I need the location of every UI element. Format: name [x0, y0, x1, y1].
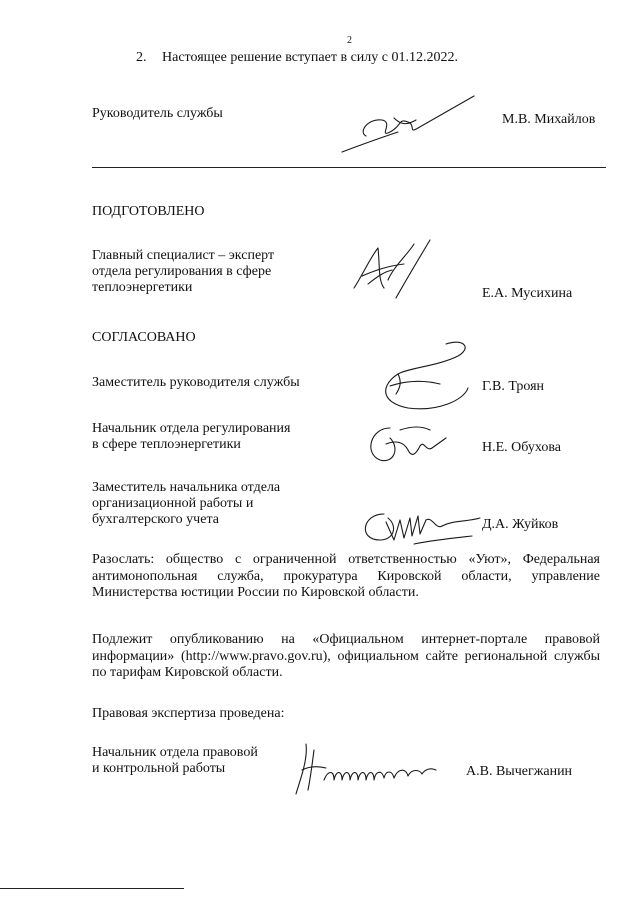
agreed-position-1: Заместитель руководителя службы [92, 375, 300, 390]
item-text: Настоящее решение вступает в силу с 01.12.2022. [162, 50, 458, 65]
prepared-name: Е.А. Мусихина [482, 286, 573, 301]
agreed-position-3: Заместитель начальника отдела организационной работы и бухгалтерского учета [92, 480, 281, 527]
legal-review-name: А.В. Вычегжанин [466, 764, 573, 779]
head-signature [338, 92, 478, 156]
prepared-signature [348, 236, 438, 304]
head-position: Руководитель службы [92, 106, 223, 121]
distribution-text: Разослать: общество с ограниченной ответственностью «Уют», Федеральная антимонопольная служба, прокуратура Кировской области, управление Министерства юстиции России по Кировской области. [92, 552, 600, 600]
legal-review-position: Начальник отдела правовой и контрольной работы [92, 745, 258, 776]
item-number: 2. [136, 50, 147, 65]
head-name: М.В. Михайлов [502, 112, 596, 127]
agreed-name-1: Г.В. Троян [482, 379, 545, 394]
legal-review-statement: Правовая экспертиза проведена: [92, 706, 285, 721]
prepared-position: Главный специалист – эксперт отдела регулирования в сфере теплоэнергетики [92, 248, 275, 295]
agreed-name-2: Н.Е. Обухова [482, 440, 561, 455]
publication-text: Подлежит опубликованию на «Официальном интернет-портале правовой информации» (http://www.pravo.gov.ru), официальном сайте региональной службы по тарифам Кировской области. [92, 632, 600, 680]
legal-review-signature [290, 740, 462, 796]
page-number: 2 [347, 35, 352, 46]
footnote-rule [0, 888, 184, 889]
agreed-position-2: Начальник отдела регулирования в сфере теплоэнергетики [92, 421, 291, 452]
agreed-signature-3 [354, 500, 484, 550]
prepared-heading: ПОДГОТОВЛЕНО [92, 204, 205, 219]
agreed-heading: СОГЛАСОВАНО [92, 330, 196, 345]
agreed-signature-1 [368, 338, 478, 416]
divider-line [92, 167, 606, 168]
agreed-name-3: Д.А. Жуйков [482, 517, 559, 532]
agreed-signature-2 [360, 418, 450, 468]
